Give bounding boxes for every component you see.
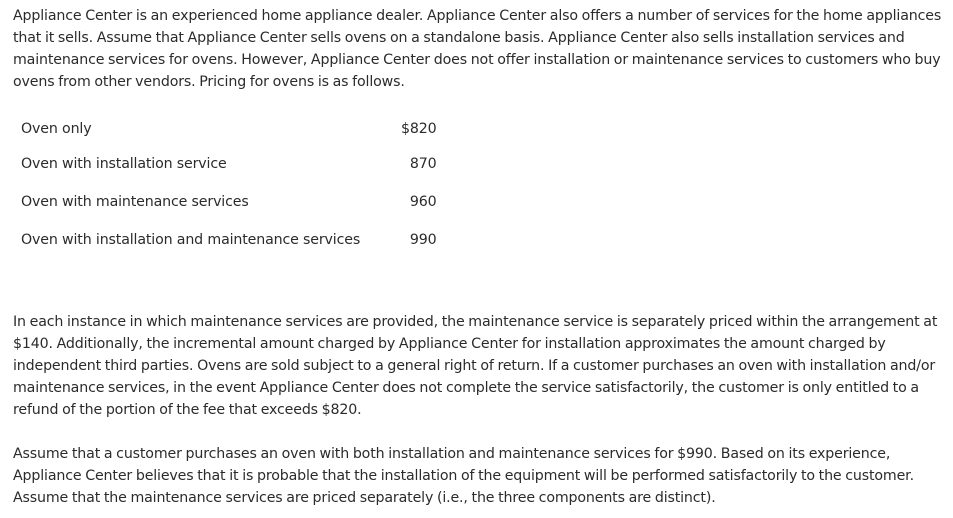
table-row bbox=[21, 121, 437, 145]
pricing-item: Oven with installation and maintenance services bbox=[21, 232, 361, 248]
pricing-item: Oven only bbox=[21, 121, 92, 137]
table-row bbox=[21, 145, 437, 183]
table-row bbox=[21, 221, 437, 259]
pricing-price: $820 bbox=[401, 121, 437, 137]
table-row bbox=[21, 183, 437, 221]
oven-pricing-table bbox=[21, 121, 437, 259]
pricing-price: 870 bbox=[409, 156, 437, 172]
details-paragraph: In each instance in which maintenance services are provided, the maintenance service is separately priced within the arrangement at $140. Additionally, the incremental amount charged by Appliance Center for installation approximates the amount charged by independent third parties. Ovens are sold subject to a general right of return. If a customer purchases an oven with installation and/or maintenance services, in the event Appliance Center does not complete the service satisfactorily, the customer is only entitled to a refund of the portion of the fee that exceeds $820. bbox=[13, 314, 938, 418]
pricing-item: Oven with installation service bbox=[21, 156, 227, 172]
pricing-price: 990 bbox=[409, 232, 437, 248]
pricing-item: Oven with maintenance services bbox=[21, 194, 249, 210]
assumption-paragraph: Assume that a customer purchases an oven with both installation and maintenance services for $990. Based on its experience, Appliance Center believes that it is probable that the installation of the equipment will be performed satisfactorily to the customer. Assume that the maintenance services are priced separately (i.e., the three components are distinct). bbox=[13, 446, 914, 506]
pricing-price: 960 bbox=[409, 194, 437, 210]
intro-paragraph: Appliance Center is an experienced home appliance dealer. Appliance Center also offers a number of services for the home appliances that it sells. Assume that Appliance Center sells ovens on a standalone basis. Appliance Center also sells installation services and maintenance services for ovens. However, Appliance Center does not offer installation or maintenance services to customers who buy ovens from other vendors. Pricing for ovens is as follows. bbox=[13, 8, 942, 90]
